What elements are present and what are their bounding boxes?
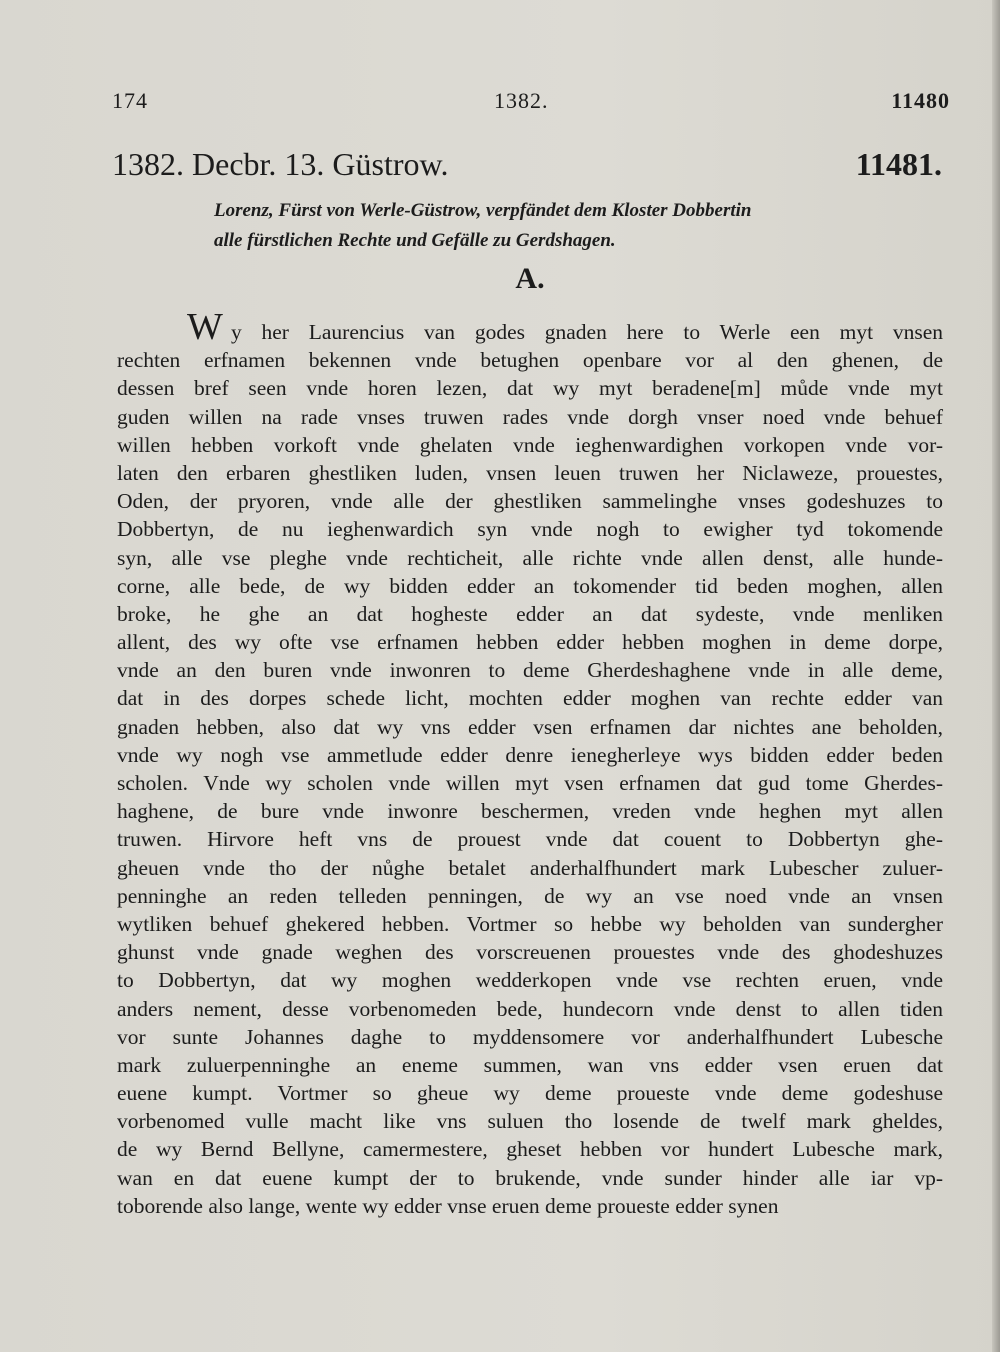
text-line: haghene, de bure vnde inwonre beschermen, vreden vnde heghen myt allen <box>117 799 943 824</box>
text-line: vor sunte Johannes daghe to myddensomere vor anderhalfhundert Lubesche <box>117 1024 943 1049</box>
text-line: vnde wy nogh vse ammetlude edder denre ienegherleye wys bidden edder beden <box>117 742 943 767</box>
text-line: penninghe an reden telleden penningen, de wy an vse noed vnde an vnsen <box>117 883 943 908</box>
text-line: vorbenomed vulle macht like vns suluen tho losende de twelf mark gheldes, <box>117 1109 943 1134</box>
text-line: euene kumpt. Vortmer so gheue wy deme proueste vnde deme godeshuse <box>117 1081 943 1106</box>
document-heading <box>112 146 942 186</box>
initial-letter: W <box>187 306 223 348</box>
page-number: 174 <box>112 88 148 113</box>
text-line: de wy Bernd Bellyne, camermestere, gheset hebben vor hundert Lubesche mark, <box>117 1137 943 1162</box>
first-line <box>117 306 943 348</box>
date-place: 1382. Decbr. 13. Güstrow. <box>112 146 449 182</box>
text-line: mark zuluerpenninghe an eneme summen, wan vns edder vsen eruen dat <box>117 1052 943 1077</box>
text-line: dessen bref seen vnde horen lezen, dat wy myt beradene[m] můde vnde myt <box>117 376 943 401</box>
text-line: truwen. Hirvore heft vns de prouest vnde dat couent to Dobbertyn ghe- <box>117 827 943 852</box>
text-line: corne, alle bede, de wy bidden edder an tokomender tid beden moghen, allen <box>117 573 943 598</box>
page-edge <box>992 0 1000 1352</box>
regest <box>214 196 950 256</box>
text-line: wan en dat euene kumpt der to brukende, vnde sunder hinder alle iar vp- <box>117 1165 943 1190</box>
regest-line: alle fürstlichen Rechte und Gefälle zu Gerdshagen. <box>214 230 616 251</box>
text-line: gheuen vnde tho der nůghe betalet anderhalfhundert mark Lubescher zuluer- <box>117 855 943 880</box>
first-line-text: y her Laurencius van godes gnaden here to Werle een myt vnsen <box>231 320 943 344</box>
document-number: 11481. <box>855 146 942 182</box>
text-line: anders nement, desse vorbenomeden bede, hundecorn vnde denst to allen tiden <box>117 996 943 1021</box>
text-line: vnde an den buren vnde inwonren to deme Gherdeshaghene vnde in alle deme, <box>117 658 943 683</box>
text-line: to Dobbertyn, dat wy moghen wedderkopen vnde vse rechten eruen, vnde <box>117 968 943 993</box>
section-label: A. <box>515 262 545 295</box>
text-line: broke, he ghe an dat hogheste edder an dat sydeste, vnde menliken <box>117 601 943 626</box>
document-body <box>117 306 943 1220</box>
text-line: Dobbertyn, de nu ieghenwardich syn vnde nogh to ewigher tyd tokomende <box>117 517 943 542</box>
text-line: dat in des dorpes schede licht, mochten edder moghen van rechte edder van <box>117 686 943 711</box>
running-header <box>112 88 950 118</box>
regest-line: Lorenz, Fürst von Werle-Güstrow, verpfändet dem Kloster Dobbertin <box>214 200 752 221</box>
text-line: ghunst vnde gnade weghen des vorscreuenen prouestes vnde des ghodeshuzes <box>117 940 943 965</box>
text-line: syn, alle vse pleghe vnde rechticheit, alle richte vnde allen denst, alle hunde- <box>117 545 943 570</box>
text-line: toborende also lange, wente wy edder vnse eruen deme proueste edder synen <box>117 1193 779 1218</box>
text-line: rechten erfnamen bekennen vnde betughen openbare vor al den ghenen, de <box>117 348 943 373</box>
text-line: Oden, der pryoren, vnde alle der ghestliken sammelinghe vnses godeshuzes to <box>117 489 943 514</box>
header-year: 1382. <box>494 88 549 113</box>
text-line: laten den erbaren ghestliken luden, vnsen leuen truwen her Niclaweze, prouestes, <box>117 460 943 485</box>
text-line: scholen. Vnde wy scholen vnde willen myt vsen erfnamen dat gud tome Gherdes- <box>117 771 943 795</box>
text-line: gnaden hebben, also dat wy vns edder vsen erfnamen dar nichtes ane beholden, <box>117 714 943 739</box>
text-line: wytliken behuef ghekered hebben. Vortmer so hebbe wy beholden van sundergher <box>117 911 943 936</box>
text-line: allent, des wy ofte vse erfnamen hebben edder hebben moghen in deme dorpe, <box>117 630 943 655</box>
header-document-number: 11480 <box>891 88 950 113</box>
text-line: guden willen na rade vnses truwen rades vnde dorgh vnser noed vnde behuef <box>117 404 943 429</box>
text-line: willen hebben vorkoft vnde ghelaten vnde ieghenwardighen vorkopen vnde vor- <box>117 432 943 457</box>
